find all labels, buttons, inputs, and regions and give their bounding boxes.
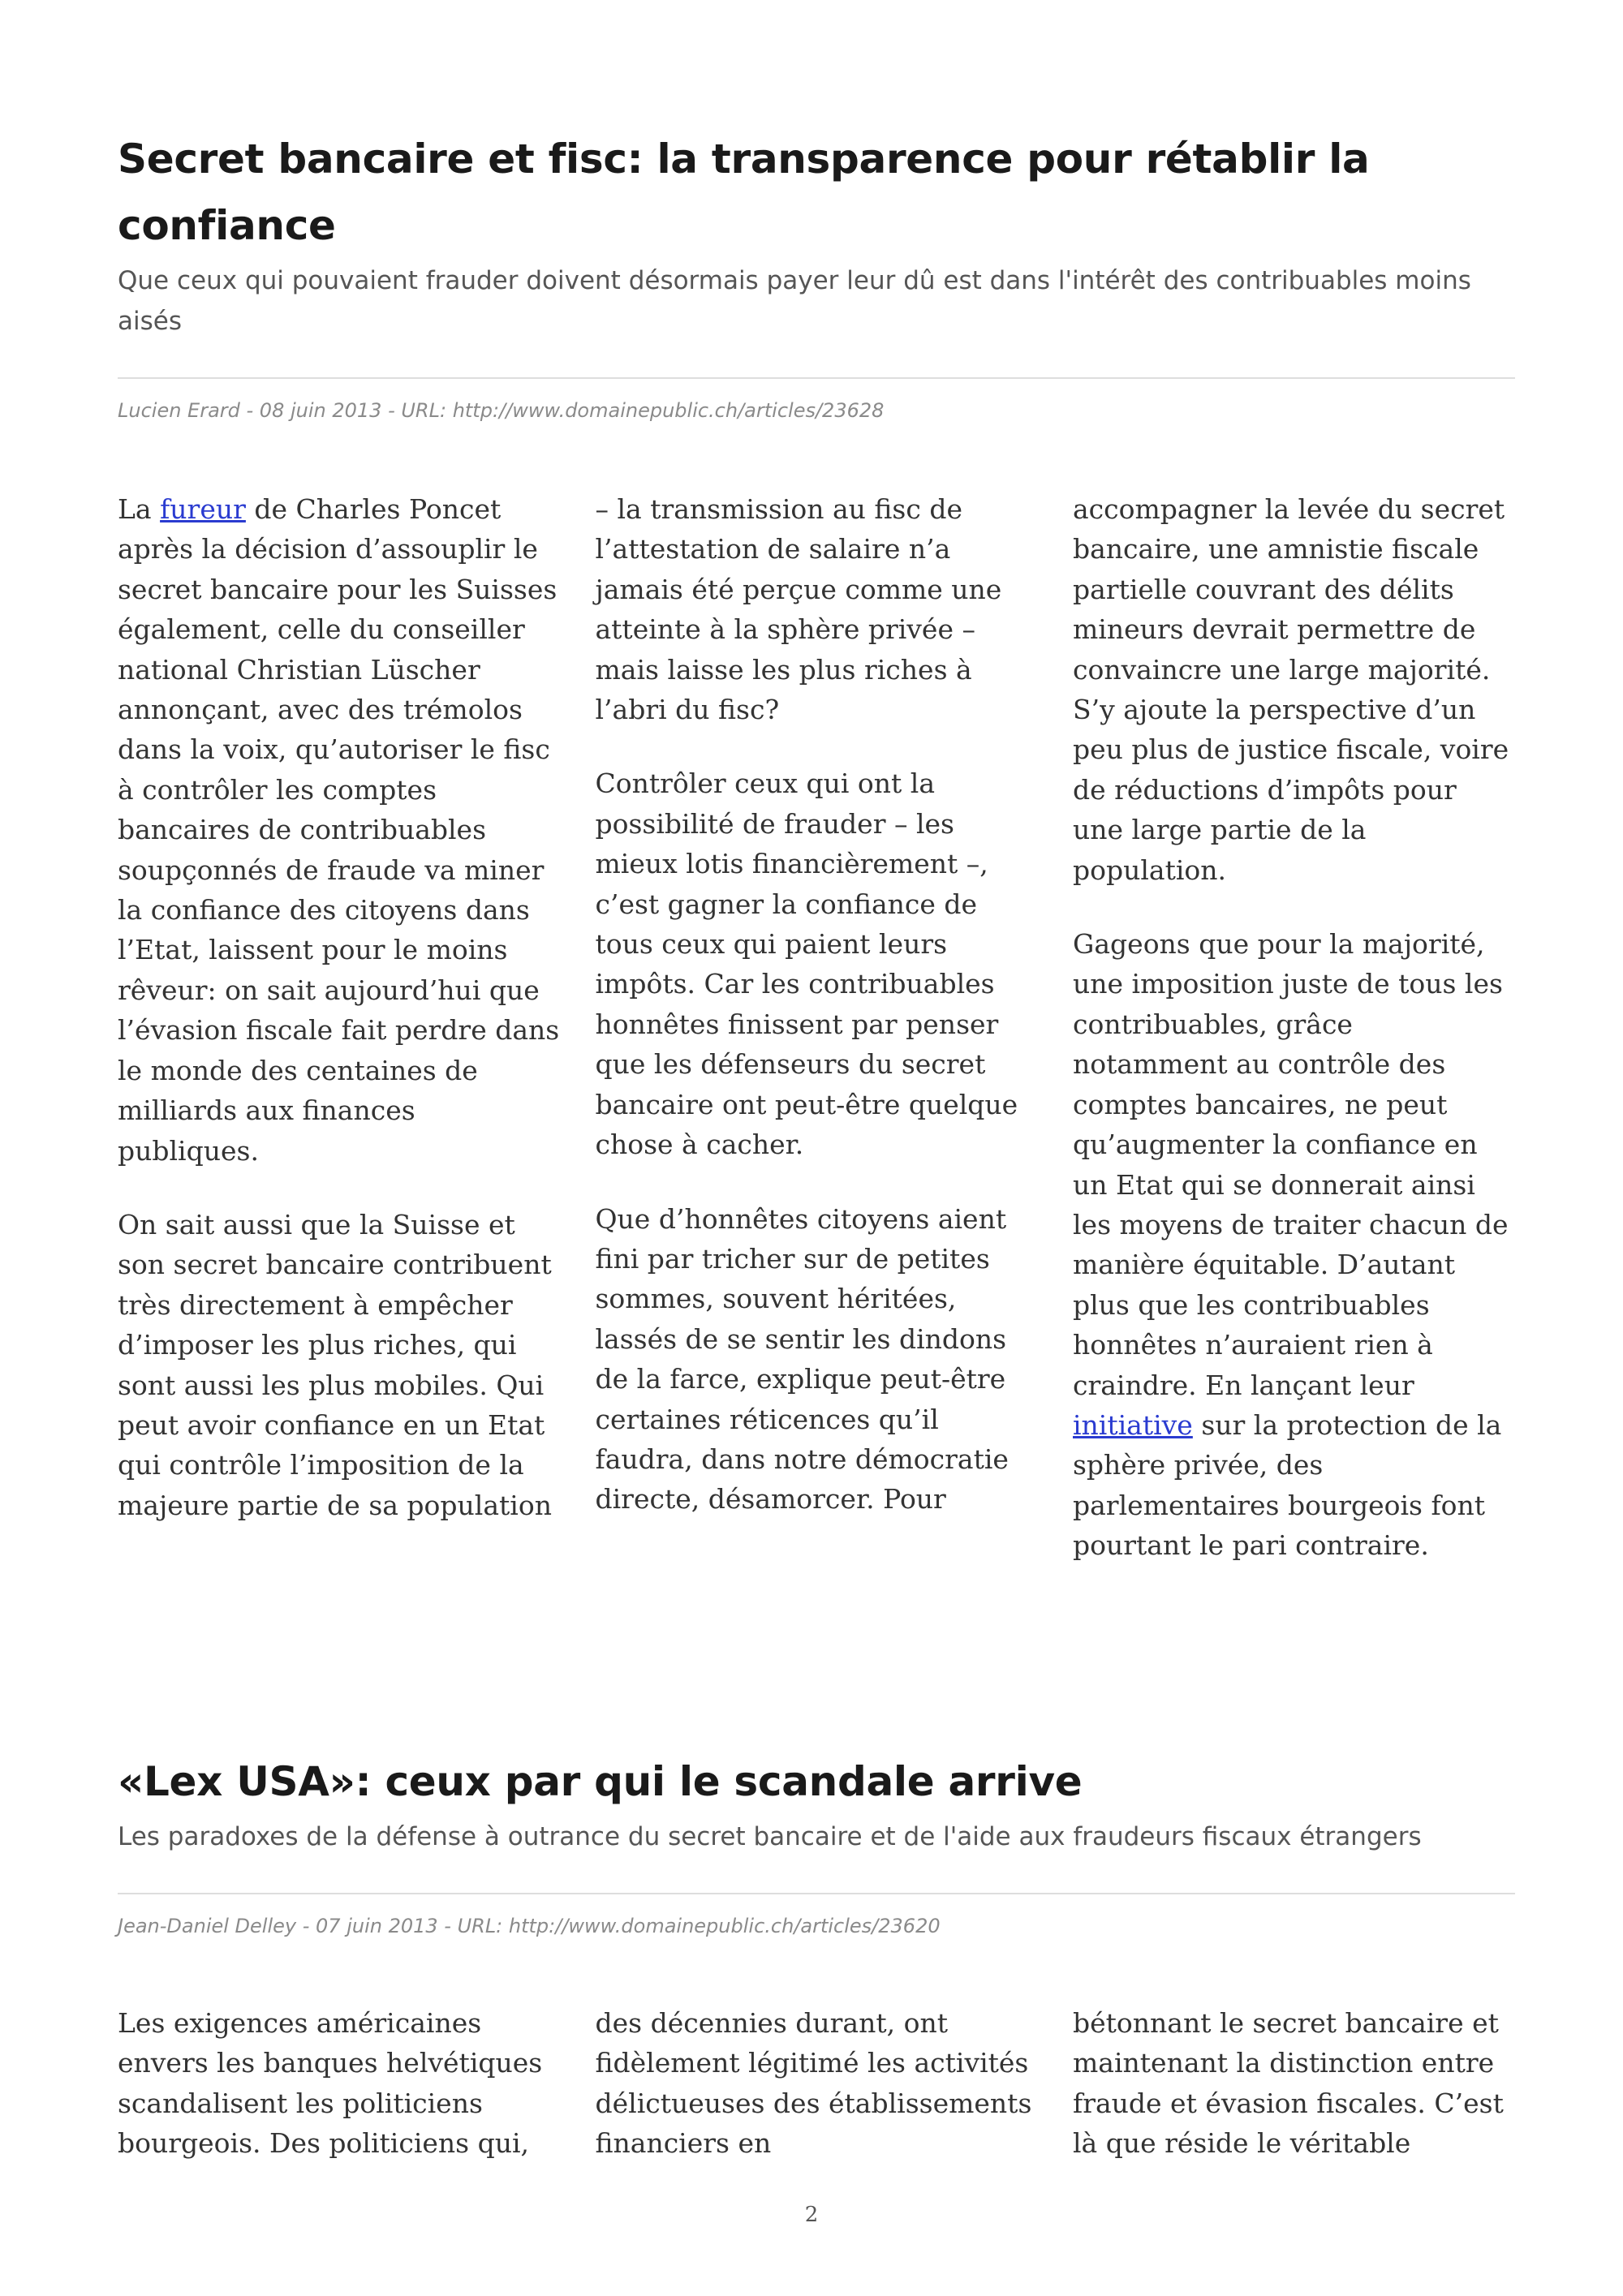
article-meta: Lucien Erard - 08 juin 2013 - URL: http://www.domainepublic.ch/articles/23628 <box>118 399 885 422</box>
article-subtitle: Les paradoxes de la défense à outrance du secret bancaire et de l'aide aux fraudeurs fiscaux étrangers <box>118 1822 1422 1851</box>
page-number: 2 <box>804 2203 819 2227</box>
column-3 <box>1073 489 1515 1566</box>
column-1 <box>118 2003 560 2164</box>
paragraph: des décennies durant, ont fidèlement légitimé les activités délictueuses des établissements financiers en <box>595 2007 1032 2160</box>
article-subtitle: Que ceux qui pouvaient frauder doivent désormais payer leur dû est dans l'intérêt des contribuables moins aisés <box>118 266 1471 336</box>
text-run: sur la protection de la sphère privée, des parlementaires bourgeois font pourtant le pari contraire. <box>1073 1408 1502 1562</box>
paragraph <box>1073 924 1515 1566</box>
column-2 <box>596 489 1038 1566</box>
article-body <box>118 2003 1515 2164</box>
article-lex-usa <box>118 1748 1515 2164</box>
column-2 <box>596 2003 1038 2164</box>
paragraph: On sait aussi que la Suisse et son secret bancaire contribuent très directement à empêcher d’imposer les plus riches, qui sont aussi les plus mobiles. Qui peut avoir confiance en un Etat qui contrôle l’imposition de la majeure partie de sa population <box>118 1208 552 1521</box>
paragraph: bétonnant le secret bancaire et maintenant la distinction entre fraude et évasion fiscales. C’est là que réside le véritable <box>1073 2007 1504 2160</box>
column-1 <box>118 489 560 1566</box>
paragraph: Que d’honnêtes citoyens aient fini par tricher sur de petites sommes, souvent héritées, lassés de se sentir les dindons de la farce, explique peut-être certaines réticences qu’il faudra, dans notre démocratie directe, désamorcer. Pour <box>595 1202 1009 1516</box>
article-secret-bancaire <box>118 126 1515 1566</box>
column-3 <box>1073 2003 1515 2164</box>
paragraph: – la transmission au fisc de l’attestation de salaire n’a jamais été perçue comme une atteinte à la sphère privée – mais laisse les plus riches à l’abri du fisc? <box>595 493 1002 726</box>
text-run: La <box>118 493 161 525</box>
article-meta: Jean-Daniel Delley - 07 juin 2013 - URL: http://www.domainepublic.ch/articles/23620 <box>118 1915 941 1937</box>
paragraph: Contrôler ceux qui ont la possibilité de frauder – les mieux lotis financièrement –, c’est gagner la confiance de tous ceux qui paient leurs impôts. Car les contribuables honnêtes finissent par penser que les défenseurs du secret bancaire ont peut-être quelque chose à cacher. <box>595 767 1018 1161</box>
link-fureur[interactable]: fureur <box>160 493 246 525</box>
text-run: de Charles Poncet après la décision d’assouplir le secret bancaire pour les Suisses également, celle du conseiller national Christian Lüscher annonçant, avec des trémolos dans la voix, qu’autoriser le fisc à contrôler les comptes bancaires de contribuables soupçonnés de fraude va miner la confiance des citoyens dans l’Etat, laissent pour le moins rêveur: on sait aujourd’hui que l’évasion fiscale fait perdre dans le monde des centaines de milliards aux finances publiques. <box>118 493 560 1167</box>
paragraph: accompagner la levée du secret bancaire, une amnistie fiscale partielle couvrant des délits mineurs devrait permettre de convaincre une large majorité. S’y ajoute la perspective d’un peu plus de justice fiscale, voire de réductions d’impôts pour une large partie de la population. <box>1073 493 1509 886</box>
text-run: Gageons que pour la majorité, une imposition juste de tous les contribuables, grâce notamment au contrôle des comptes bancaires, ne peut qu’augmenter la confiance en un Etat qui se donnerait ainsi les moyens de traiter chacun de manière équitable. D’autant plus que les contribuables honnêtes n’auraient rien à craindre. En lançant leur <box>1073 928 1509 1401</box>
article-title: «Lex USA»: ceux par qui le scandale arrive <box>118 1758 1083 1805</box>
article-title: Secret bancaire et fisc: la transparence pour rétablir la confiance <box>118 135 1370 249</box>
link-initiative[interactable]: initiative <box>1073 1408 1193 1441</box>
paragraph: Les exigences américaines envers les banques helvétiques scandalisent les politiciens bourgeois. Des politiciens qui, <box>118 2007 543 2160</box>
header-divider <box>118 377 1515 379</box>
paragraph <box>118 489 560 1171</box>
article-body <box>118 489 1515 1566</box>
header-divider <box>118 1893 1515 1894</box>
